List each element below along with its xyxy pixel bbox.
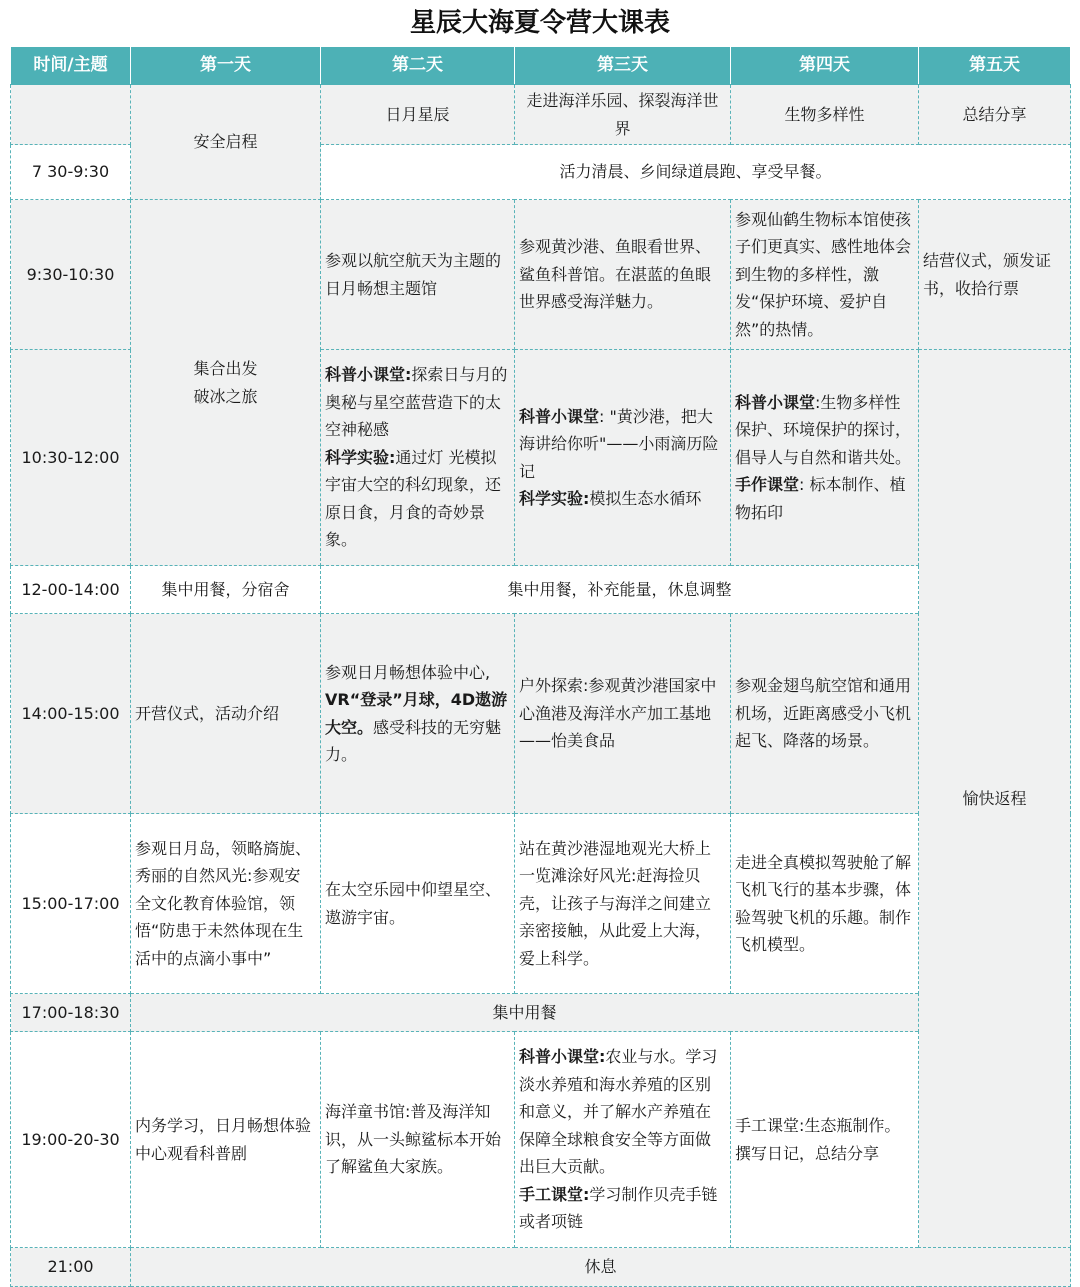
day5-930: 结营仪式，颁发证书，收拾行票	[919, 200, 1071, 350]
morning-activity: 活力清晨、乡间绿道晨跑、享受早餐。	[321, 145, 1071, 200]
header-day1: 第一天	[131, 47, 321, 85]
rest-all: 休息	[131, 1248, 1071, 1287]
header-day5: 第五天	[919, 47, 1071, 85]
day3-theme: 走进海洋乐园、探裂海洋世界	[515, 85, 731, 145]
time-cell: 17:00-18:30	[11, 994, 131, 1032]
day4-1900: 手工课堂:生态瓶制作。撰写日记，总结分享	[731, 1032, 919, 1248]
vr-text: VR“登录”月球，4D遨游大空。	[325, 690, 508, 737]
kepu-label: 科普小课堂:	[325, 365, 412, 385]
kepu-label: 科普小课堂	[519, 406, 600, 426]
time-cell: 15:00-17:00	[11, 814, 131, 994]
table-row	[11, 814, 1071, 994]
kepu-text: 农业与水。学习淡水养殖和海水养殖的区别和意义，并了解水产养殖在保障全球粮食安全等方面做出巨大贡献。	[519, 1047, 718, 1177]
schedule-table	[10, 46, 1071, 1287]
time-cell: 12-00-14:00	[11, 566, 131, 614]
day4-1030	[731, 350, 919, 566]
table-row	[11, 1032, 1071, 1248]
table-row	[11, 85, 1071, 145]
gather-line2: 破冰之旅	[193, 386, 258, 406]
time-cell: 21:00	[11, 1248, 131, 1287]
time-cell: 9:30-10:30	[11, 200, 131, 350]
header-day3: 第三天	[515, 47, 731, 85]
header-day2: 第二天	[321, 47, 515, 85]
day1-1400: 开营仪式，活动介绍	[131, 614, 321, 814]
gather-line1: 集合出发	[193, 359, 258, 379]
time-cell: 7 30-9:30	[11, 145, 131, 200]
shiyan-label: 科学实验:	[519, 489, 590, 509]
day2-theme: 日月星辰	[321, 85, 515, 145]
header-day4: 第四天	[731, 47, 919, 85]
dinner: 集中用餐	[131, 994, 919, 1032]
header-row	[11, 47, 1071, 85]
day4-theme: 生物多样性	[731, 85, 919, 145]
shiyan-label: 科学实验:	[325, 447, 396, 467]
day3-1030	[515, 350, 731, 566]
shiyan-text: 模拟生态水循环	[589, 489, 702, 509]
visit-text: 参观日月畅想体验中心,	[325, 662, 491, 682]
theme-label-empty	[11, 85, 131, 145]
day3-1900	[515, 1032, 731, 1248]
shougong-label: 手工课堂:	[519, 1184, 590, 1204]
table-row	[11, 614, 1071, 814]
day2-1400	[321, 614, 515, 814]
day2-930: 参观以航空航天为主题的日月畅想主题馆	[321, 200, 515, 350]
day3-1500: 站在黄沙港湿地观光大桥上一览滩涂好风光:赶海捡贝壳，让孩子与海洋之间建立亲密接触，从此爱上大海，爱上科学。	[515, 814, 731, 994]
table-row	[11, 566, 1071, 614]
shouzuo-label: 手作课堂	[735, 475, 800, 495]
day1-theme: 安全启程	[131, 85, 321, 200]
page-title: 星辰大海夏令营大课表	[409, 8, 670, 38]
kepu-label: 科普小课堂:	[519, 1047, 606, 1067]
day5-theme: 总结分享	[919, 85, 1071, 145]
day1-lunch: 集中用餐，分宿舍	[131, 566, 321, 614]
day1-1900: 内务学习，日月畅想体验中心观看科普剧	[131, 1032, 321, 1248]
header-time-theme: 时间/主题	[11, 47, 131, 85]
day5-return: 愉快返程	[919, 350, 1071, 1248]
day4-1500: 走进全真模拟驾驶舱了解飞机飞行的基本步骤，体验驾驶飞机的乐趣。制作飞机模型。	[731, 814, 919, 994]
shouzuo-text: : 标本制作、植物拓印	[735, 475, 906, 522]
day2-1030	[321, 350, 515, 566]
lunch-rest: 集中用餐，补充能量，休息调整	[321, 566, 919, 614]
kepu-label: 科普小课堂	[735, 392, 816, 412]
time-cell: 10:30-12:00	[11, 350, 131, 566]
day3-930: 参观黄沙港、鱼眼看世界、鲨鱼科普馆。在湛蓝的鱼眼世界感受海洋魅力。	[515, 200, 731, 350]
day3-1400: 户外探索:参观黄沙港国家中心渔港及海洋水产加工基地——怡美食品	[515, 614, 731, 814]
kepu-text: :生物多样性保护、环境保护的探讨，倡导人与自然和谐共处。	[735, 392, 912, 467]
day4-930: 参观仙鹤生物标本馆使孩子们更真实、感性地体会到生物的多样性，激发“保护环境、爱护自然”的热情。	[731, 200, 919, 350]
shiyan-text: 通过灯 光模拟宇宙大空的科幻现象，还原日食，月食的奇妙景象。	[325, 447, 502, 550]
time-cell: 19:00-20-30	[11, 1032, 131, 1248]
day2-1900: 海洋童书馆:普及海洋知识，从一头鲸鲨标本开始了解鲨鱼大家族。	[321, 1032, 515, 1248]
time-cell: 14:00-15:00	[11, 614, 131, 814]
day1-gather	[131, 200, 321, 566]
shougong-text: 学习制作贝壳手链或者项链	[519, 1184, 718, 1232]
kepu-text: : "黄沙港，把大海讲给你听"——小雨滴历险记	[519, 406, 719, 481]
kepu-text: 探索日与月的奥秘与星空蓝营造下的太空神秘感	[325, 365, 508, 440]
table-row	[11, 994, 1071, 1032]
day2-1500: 在太空乐园中仰望星空、遨游宇宙。	[321, 814, 515, 994]
table-row	[11, 200, 1071, 350]
day4-1400: 参观金翅鸟航空馆和通用机场，近距离感受小飞机起飞、降落的场景。	[731, 614, 919, 814]
feel-text: 感受科技的无穷魅力。	[325, 717, 502, 765]
table-row	[11, 1248, 1071, 1287]
day1-1500: 参观日月岛，领略旖旎、秀丽的自然风光:参观安全文化教育体验馆，领悟“防患于未然体现在生活中的点滴小事中”	[131, 814, 321, 994]
